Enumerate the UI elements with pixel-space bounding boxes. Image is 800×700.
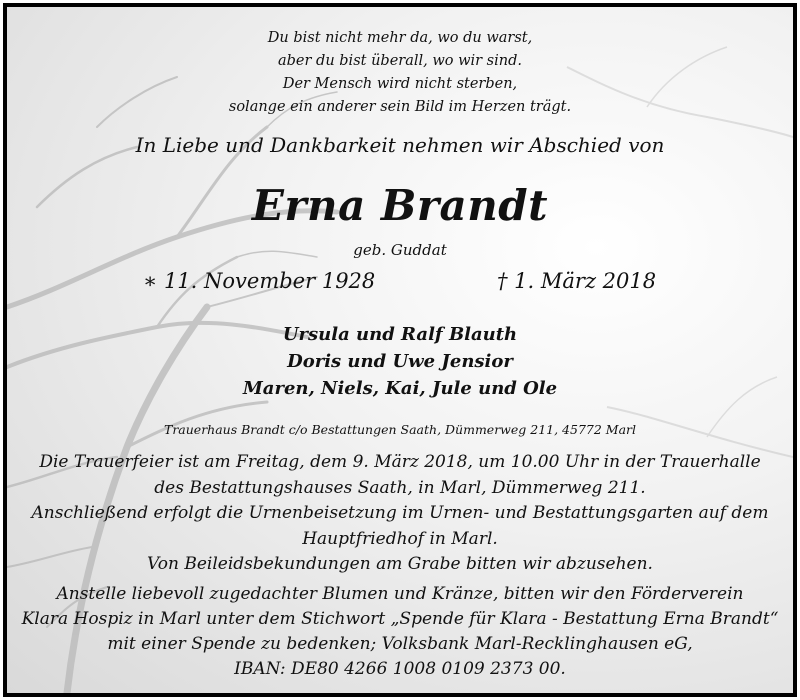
funeral-info-line: Anschließend erfolgt die Urnenbeisetzung im Urnen- und Bestattungsgarten auf dem — [31, 503, 769, 523]
donation-info-line: mit einer Spende zu bedenken; Volksbank Marl-Recklinghausen eG, — [107, 634, 693, 654]
family-list — [7, 321, 793, 402]
death-date: † 1. März 2018 — [497, 269, 657, 293]
funeral-info-line: des Bestattungshauses Saath, in Marl, Dümmerweg 211. — [154, 477, 646, 498]
donation-info-line: IBAN: DE80 4266 1008 0109 2373 00. — [234, 659, 566, 679]
funeral-info — [7, 450, 793, 578]
family-member: Ursula und Ralf Blauth — [282, 324, 518, 345]
poem — [7, 27, 793, 119]
deceased-name: Erna Brandt — [251, 181, 549, 230]
donation-info-line: Anstelle liebevoll zugedachter Blumen und Kränze, bitten wir den Förderverein — [56, 584, 744, 604]
donation-info — [7, 582, 793, 682]
family-member: Doris und Uwe Jensior — [287, 351, 513, 372]
funeral-info-line: Von Beileidsbekundungen am Grabe bitten wir abzusehen. — [147, 554, 653, 574]
poem-line: aber du bist überall, wo wir sind. — [278, 53, 522, 69]
funeral-info-line: Die Trauerfeier ist am Freitag, dem 9. März 2018, um 10.00 Uhr in der Trauerhalle — [39, 452, 761, 472]
donation-info-line: Klara Hospiz in Marl unter dem Stichwort „Spende für Klara - Bestattung Erna Brandt“ — [21, 609, 779, 629]
mourning-address: Trauerhaus Brandt c/o Bestattungen Saath, Dümmerweg 211, 45772 Marl — [163, 422, 637, 437]
farewell-heading: In Liebe und Dankbarkeit nehmen wir Abschied von — [135, 133, 665, 157]
poem-line: Du bist nicht mehr da, wo du warst, — [267, 30, 533, 46]
family-member: Maren, Niels, Kai, Jule und Ole — [242, 378, 558, 399]
poem-line: Der Mensch wird nicht sterben, — [282, 76, 518, 92]
birth-date: ∗ 11. November 1928 — [143, 269, 376, 293]
funeral-info-line: Hauptfriedhof in Marl. — [302, 528, 498, 549]
poem-line: solange ein anderer sein Bild im Herzen trägt. — [228, 99, 572, 115]
obituary-card — [3, 3, 797, 697]
maiden-name: geb. Guddat — [353, 241, 447, 259]
